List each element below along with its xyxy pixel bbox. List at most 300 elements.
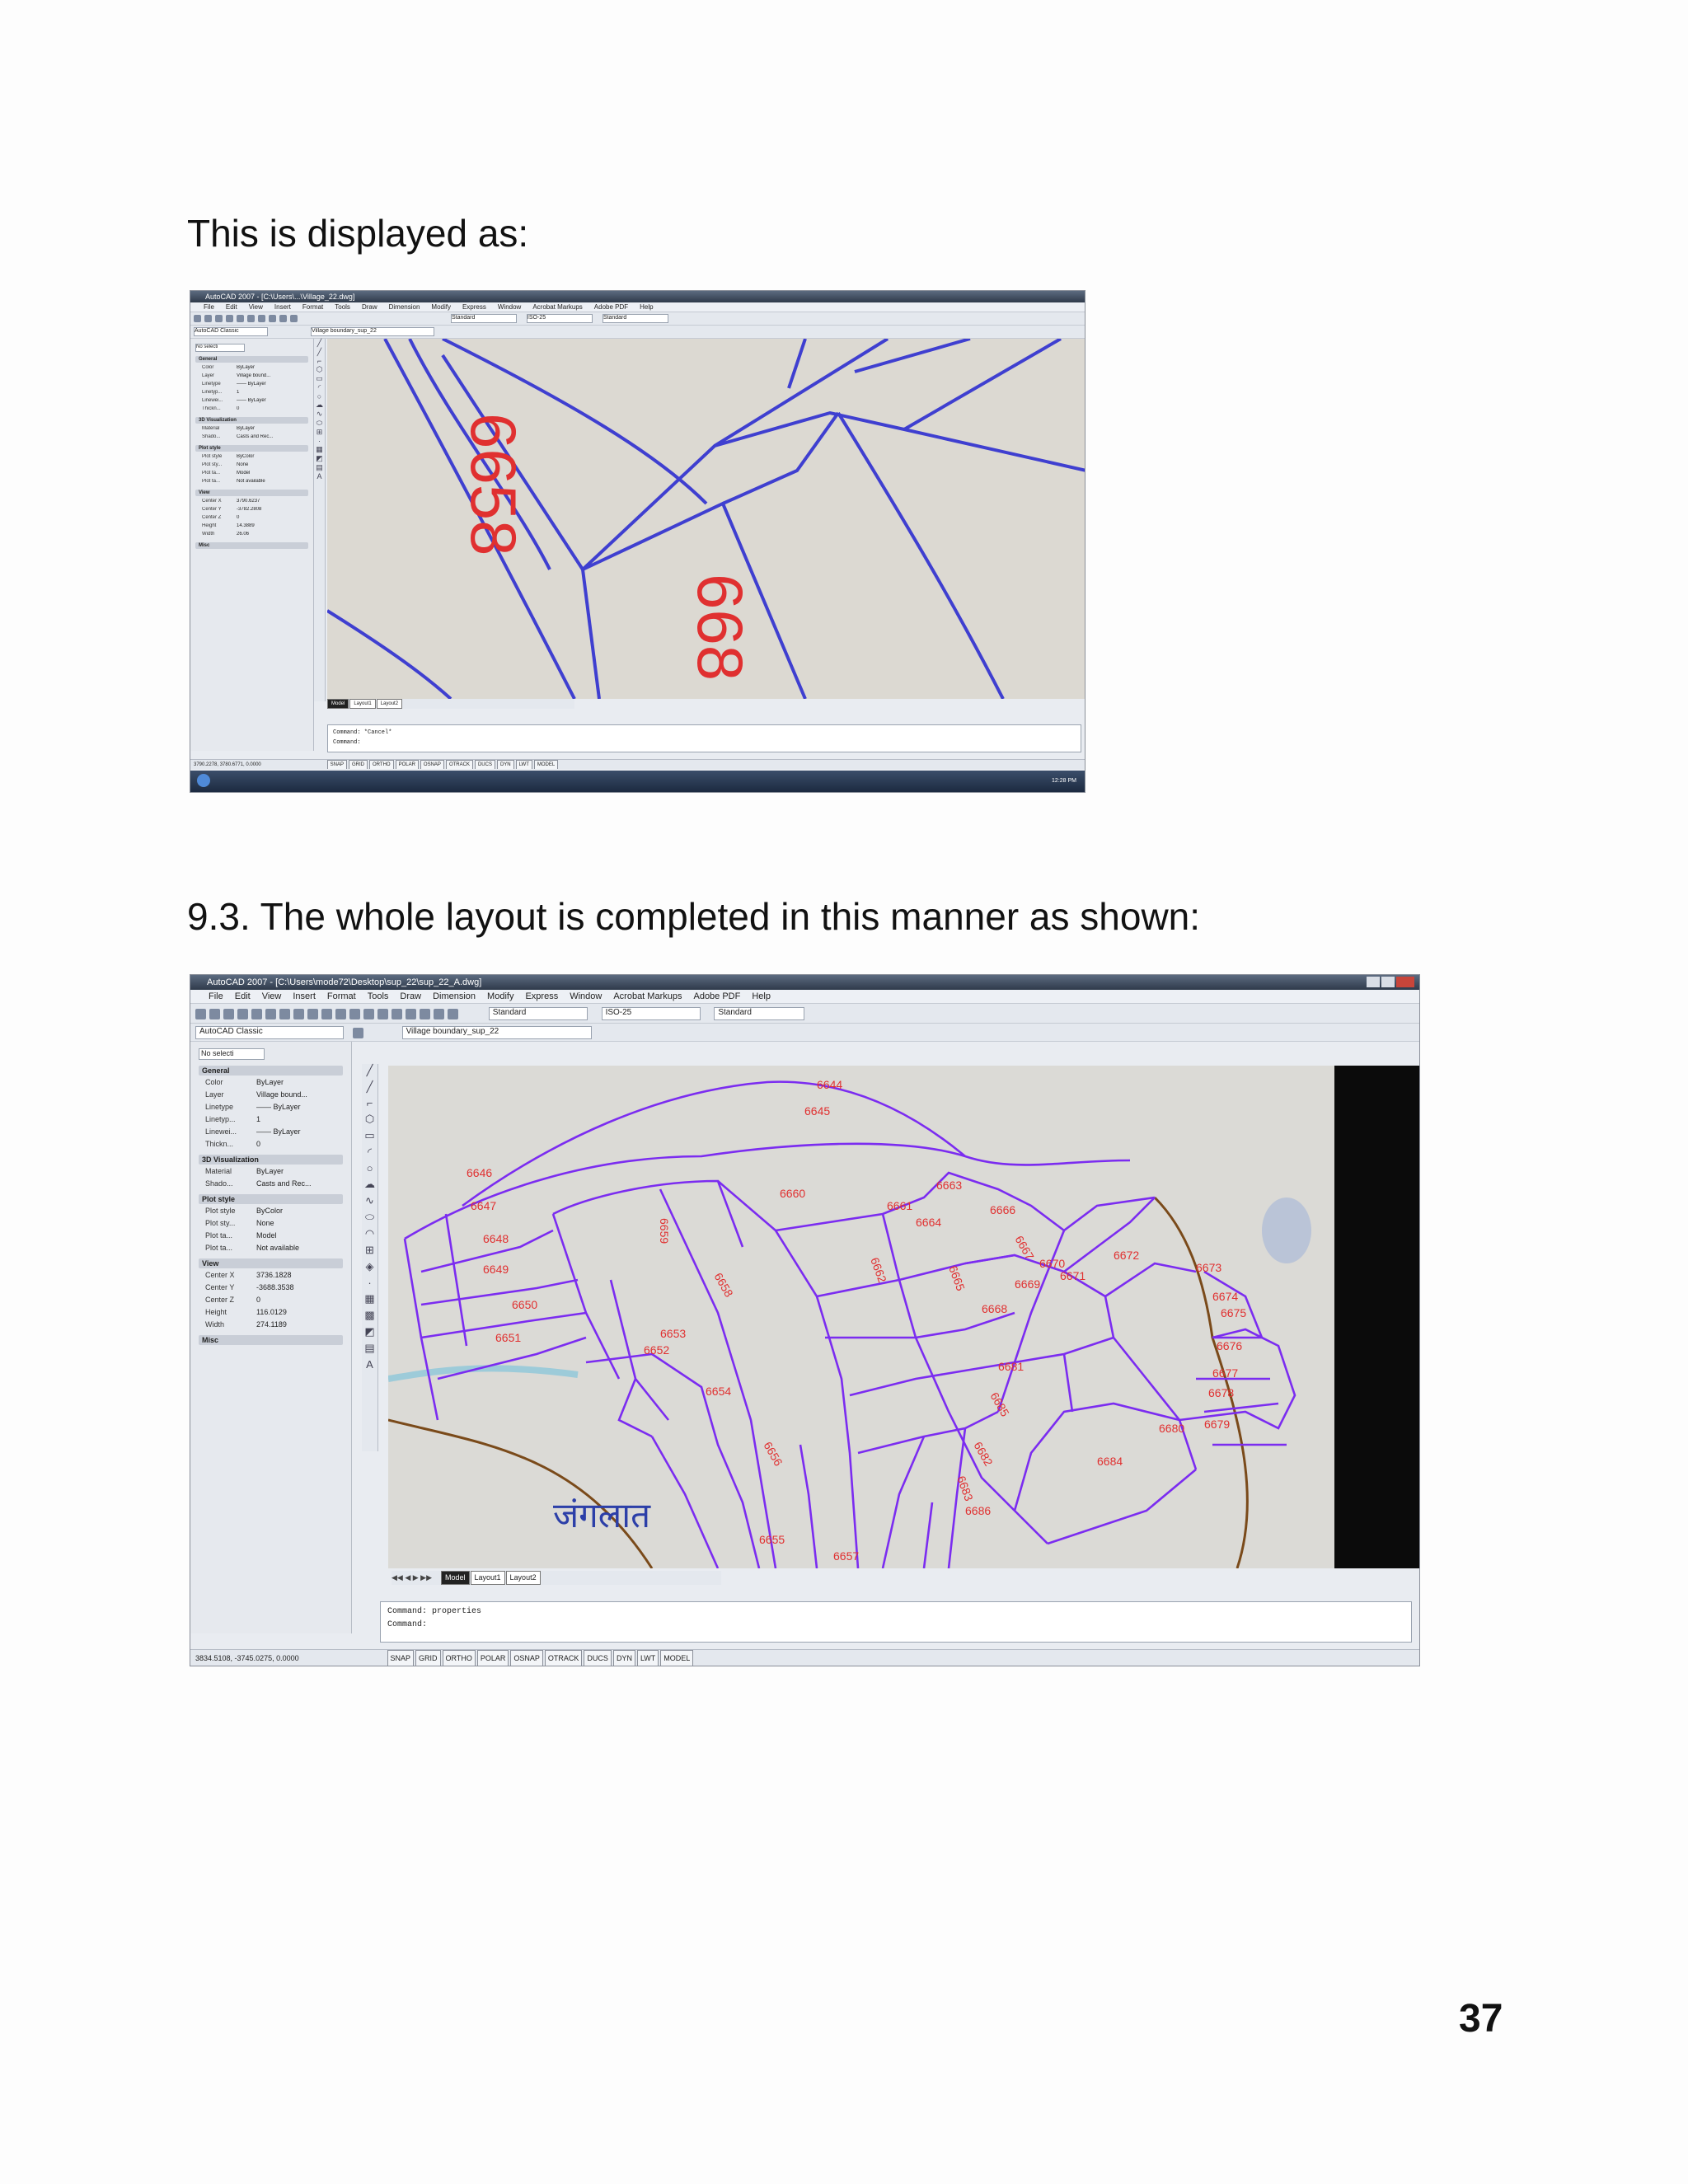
- cut-icon[interactable]: [265, 1009, 276, 1019]
- save-icon[interactable]: [215, 315, 223, 322]
- property-value[interactable]: —— ByLayer: [256, 1103, 301, 1111]
- command-prompt: Command:: [387, 1620, 428, 1629]
- tab-layout1[interactable]: Layout1: [471, 1571, 505, 1585]
- parcel-label-6663: 6663: [936, 1179, 963, 1192]
- standard-toolbar: [190, 312, 1085, 326]
- property-key: Layer: [205, 1090, 224, 1099]
- status-toggle-grid[interactable]: GRID: [415, 1650, 441, 1666]
- property-value[interactable]: Casts and Rec...: [256, 1179, 312, 1188]
- property-row[interactable]: [195, 426, 308, 434]
- parcel-label-6652: 6652: [644, 1343, 670, 1357]
- menu-adobe-pdf[interactable]: Adobe PDF: [693, 991, 741, 1001]
- print-icon[interactable]: [226, 315, 233, 322]
- section-header-3d-visualization[interactable]: 3D Visualization: [199, 1155, 343, 1165]
- property-key: Layer: [202, 373, 215, 378]
- table-style-combo[interactable]: Standard: [714, 1007, 804, 1020]
- property-row[interactable]: [195, 398, 308, 406]
- insert-block-icon[interactable]: ⊞: [316, 428, 323, 436]
- menu-edit[interactable]: Edit: [234, 991, 251, 1001]
- menu-tools[interactable]: Tools: [335, 303, 350, 311]
- property-key: Width: [202, 532, 215, 537]
- menu-modify[interactable]: Modify: [487, 991, 514, 1001]
- polyline-tool-icon[interactable]: ⌐: [316, 357, 322, 365]
- parcel-label-6684: 6684: [1097, 1455, 1123, 1468]
- property-row[interactable]: [195, 479, 308, 487]
- property-row[interactable]: [195, 390, 308, 398]
- section-header-misc[interactable]: Misc: [199, 1335, 343, 1345]
- zoom-previous-icon[interactable]: [392, 1009, 402, 1019]
- menu-tools[interactable]: Tools: [367, 991, 389, 1001]
- status-toggle-dyn[interactable]: DYN: [497, 760, 514, 769]
- property-value[interactable]: 3736.1828: [256, 1271, 292, 1279]
- parcel-label-6646: 6646: [467, 1166, 493, 1179]
- property-row[interactable]: [195, 462, 308, 471]
- table-style-combo[interactable]: Standard: [603, 314, 668, 323]
- property-row[interactable]: [195, 365, 308, 373]
- properties-palette: [190, 339, 314, 751]
- status-toggle-ducs[interactable]: DUCS: [584, 1650, 612, 1666]
- window-title: AutoCAD 2007 - [C:\Users\...\Village_22.dwg]: [190, 291, 1085, 302]
- property-row[interactable]: [199, 1244, 343, 1256]
- property-value[interactable]: 0: [256, 1296, 261, 1304]
- ellipse-tool-icon[interactable]: ⬭: [364, 1211, 375, 1223]
- property-value[interactable]: 0: [237, 406, 240, 411]
- pan-icon[interactable]: [279, 315, 287, 322]
- menu-draw[interactable]: Draw: [361, 303, 377, 311]
- property-value[interactable]: None: [237, 462, 249, 467]
- autocad-screenshot-zoomed: [190, 290, 1085, 793]
- status-toggle-snap[interactable]: SNAP: [387, 1650, 415, 1666]
- draw-toolbar: [314, 339, 326, 701]
- property-value[interactable]: -3688.3538: [256, 1283, 294, 1291]
- menu-dimension[interactable]: Dimension: [388, 303, 420, 311]
- start-button-icon[interactable]: [197, 774, 210, 787]
- help-icon[interactable]: [448, 1009, 458, 1019]
- new-icon[interactable]: [194, 315, 201, 322]
- rectangle-tool-icon[interactable]: ▭: [364, 1129, 375, 1141]
- property-row[interactable]: [199, 1140, 343, 1152]
- section-header-3d-visualization[interactable]: 3D Visualization: [195, 417, 308, 424]
- status-toggle-lwt[interactable]: LWT: [637, 1650, 659, 1666]
- property-row[interactable]: [195, 382, 308, 390]
- parcel-label-6658: 6658: [711, 1270, 736, 1300]
- parcel-label-6672: 6672: [1114, 1249, 1140, 1262]
- menu-express[interactable]: Express: [525, 991, 559, 1001]
- parcel-label-6645: 6645: [804, 1104, 831, 1118]
- parcel-label-6669: 6669: [1015, 1277, 1041, 1291]
- property-key: Center X: [205, 1271, 235, 1279]
- property-row[interactable]: [199, 1127, 343, 1140]
- status-toggle-model[interactable]: MODEL: [534, 760, 558, 769]
- workspace-combo[interactable]: AutoCAD Classic: [194, 327, 268, 336]
- property-value[interactable]: ByLayer: [237, 365, 256, 370]
- section-header-view[interactable]: View: [195, 490, 308, 496]
- parcel-label-6677: 6677: [1212, 1366, 1239, 1380]
- gradient-tool-icon[interactable]: ▩: [364, 1309, 375, 1321]
- layers-toolbar: [190, 326, 1085, 339]
- property-value[interactable]: 116.0129: [256, 1308, 287, 1316]
- coordinates-readout: 3834.5108, -3745.0275, 0.0000: [195, 1654, 299, 1662]
- polyline-tool-icon[interactable]: ⌐: [366, 1097, 373, 1109]
- design-center-icon[interactable]: [420, 1009, 430, 1019]
- menu-acrobat[interactable]: Acrobat Markups: [532, 303, 583, 311]
- property-key: Color: [205, 1078, 223, 1086]
- property-row[interactable]: [195, 373, 308, 382]
- property-value[interactable]: -3782.2808: [237, 507, 262, 512]
- property-key: Center Y: [205, 1283, 235, 1291]
- property-row[interactable]: [199, 1207, 343, 1219]
- property-value[interactable]: None: [256, 1219, 274, 1227]
- xline-tool-icon[interactable]: ╱: [316, 348, 322, 356]
- hatch-tool-icon[interactable]: ▦: [316, 445, 323, 453]
- draw-toolbar: [362, 1064, 378, 1451]
- property-value[interactable]: 0: [256, 1140, 261, 1148]
- status-toggle-lwt[interactable]: LWT: [516, 760, 532, 769]
- command-history-line: Command: *Cancel*: [333, 729, 392, 736]
- parcel-label-6661: 6661: [887, 1199, 913, 1212]
- text-style-combo[interactable]: Standard: [451, 314, 517, 323]
- circle-tool-icon[interactable]: ○: [366, 1162, 373, 1174]
- drawing-canvas-full[interactable]: [388, 1066, 1420, 1568]
- tool-palettes-icon[interactable]: [434, 1009, 444, 1019]
- property-value[interactable]: 274.1189: [256, 1320, 287, 1329]
- circle-tool-icon[interactable]: ○: [316, 392, 322, 401]
- section-header-general[interactable]: General: [195, 356, 308, 363]
- property-value[interactable]: ByLayer: [237, 426, 256, 431]
- property-value[interactable]: 1: [256, 1115, 261, 1123]
- cut-icon[interactable]: [237, 315, 244, 322]
- copy-icon[interactable]: [247, 315, 255, 322]
- parcel-label-6664: 6664: [916, 1216, 942, 1229]
- village-parcel-map: [388, 1066, 1420, 1568]
- parcel-label-6656: 6656: [761, 1439, 785, 1469]
- copy-icon[interactable]: [279, 1009, 290, 1019]
- property-row[interactable]: [199, 1320, 343, 1333]
- make-block-icon[interactable]: ◈: [365, 1260, 374, 1272]
- property-value[interactable]: ByLayer: [256, 1078, 284, 1086]
- menu-window[interactable]: Window: [497, 303, 522, 311]
- menu-format[interactable]: Format: [326, 991, 356, 1001]
- zoom-realtime-icon[interactable]: [363, 1009, 374, 1019]
- property-value[interactable]: Model: [256, 1231, 277, 1240]
- new-icon[interactable]: [195, 1009, 206, 1019]
- property-key: Center Z: [205, 1296, 235, 1304]
- menu-modify[interactable]: Modify: [431, 303, 451, 311]
- status-toggle-dyn[interactable]: DYN: [613, 1650, 635, 1666]
- parcel-label-6658: 6658: [457, 413, 530, 556]
- dim-style-combo[interactable]: ISO-25: [527, 314, 593, 323]
- parcel-label-668: 668: [684, 574, 757, 682]
- property-row[interactable]: [199, 1283, 343, 1296]
- rectangle-tool-icon[interactable]: ▭: [316, 374, 323, 382]
- menu-window[interactable]: Window: [570, 991, 603, 1001]
- property-key: Shado...: [205, 1179, 233, 1188]
- section-header-view[interactable]: View: [199, 1258, 343, 1268]
- property-key: Plot sty...: [205, 1219, 236, 1227]
- property-row[interactable]: [199, 1296, 343, 1308]
- polygon-tool-icon[interactable]: ⬡: [364, 1113, 375, 1125]
- parcel-label-6655: 6655: [759, 1533, 785, 1546]
- parcel-label-6675: 6675: [1221, 1306, 1247, 1319]
- preview-icon[interactable]: [251, 1009, 262, 1019]
- workspace-combo[interactable]: AutoCAD Classic: [195, 1026, 344, 1039]
- menu-bar: [190, 990, 1419, 1004]
- property-row[interactable]: [195, 454, 308, 462]
- minimize-icon[interactable]: [1367, 977, 1380, 987]
- parcel-label-6644: 6644: [817, 1078, 843, 1091]
- redo-icon[interactable]: [335, 1009, 346, 1019]
- viewport-edge: [1334, 1066, 1420, 1568]
- property-key: Center Z: [202, 515, 222, 520]
- tab-layout1[interactable]: Layout1: [349, 699, 375, 709]
- property-row[interactable]: [199, 1167, 343, 1179]
- parcel-label-6657: 6657: [833, 1549, 860, 1563]
- autocad-screenshot-full-layout: [190, 974, 1420, 1666]
- parcel-label-6685: 6685: [987, 1390, 1012, 1419]
- property-row[interactable]: [195, 507, 308, 515]
- status-toggle-otrack[interactable]: OTRACK: [446, 760, 473, 769]
- property-key: Center X: [202, 499, 222, 504]
- table-tool-icon[interactable]: ▤: [364, 1342, 375, 1354]
- close-icon[interactable]: [1396, 977, 1414, 987]
- property-key: Linetyp...: [202, 390, 223, 395]
- property-row[interactable]: [199, 1078, 343, 1090]
- property-row[interactable]: [195, 434, 308, 443]
- status-toggle-polar[interactable]: POLAR: [396, 760, 419, 769]
- menu-file[interactable]: File: [204, 303, 214, 311]
- ellipse-arc-tool-icon[interactable]: ◠: [364, 1227, 375, 1240]
- line-tool-icon[interactable]: ╱: [366, 1064, 373, 1076]
- menu-help[interactable]: Help: [752, 991, 771, 1001]
- zoom-window-icon[interactable]: [377, 1009, 388, 1019]
- property-row[interactable]: [199, 1090, 343, 1103]
- dim-style-combo[interactable]: ISO-25: [602, 1007, 701, 1020]
- paste-icon[interactable]: [293, 1009, 304, 1019]
- parcel-label-6679: 6679: [1204, 1418, 1231, 1431]
- properties-icon[interactable]: [406, 1009, 416, 1019]
- property-key: Linetype: [202, 382, 221, 387]
- property-value[interactable]: 3790.6237: [237, 499, 260, 504]
- text-style-combo[interactable]: Standard: [489, 1007, 588, 1020]
- mtext-tool-icon[interactable]: A: [366, 1358, 373, 1371]
- property-row[interactable]: [199, 1271, 343, 1283]
- tab-layout2[interactable]: Layout2: [506, 1571, 541, 1585]
- status-bar: [190, 1649, 1419, 1666]
- paste-icon[interactable]: [258, 315, 265, 322]
- parcel-label-6683: 6683: [954, 1474, 976, 1503]
- parcel-label-6682: 6682: [971, 1439, 996, 1469]
- open-icon[interactable]: [209, 1009, 220, 1019]
- status-toggle-ortho[interactable]: ORTHO: [443, 1650, 476, 1666]
- menu-view[interactable]: View: [261, 991, 282, 1001]
- tab-model[interactable]: Model: [327, 699, 349, 709]
- property-key: Plot ta...: [205, 1231, 233, 1240]
- property-row[interactable]: [195, 471, 308, 479]
- revcloud-tool-icon[interactable]: ☁: [364, 1178, 375, 1190]
- section-header-misc[interactable]: Misc: [195, 542, 308, 549]
- property-value[interactable]: Village bound...: [237, 373, 271, 378]
- property-key: Plot style: [205, 1207, 236, 1215]
- parcel-label-6660: 6660: [780, 1187, 806, 1200]
- zoom-icon[interactable]: [290, 315, 298, 322]
- property-key: Material: [205, 1167, 232, 1175]
- property-row[interactable]: [195, 523, 308, 532]
- tray-clock: 12:28 PM: [1052, 778, 1076, 784]
- status-toggle-osnap[interactable]: OSNAP: [510, 1650, 543, 1666]
- point-tool-icon[interactable]: ·: [318, 437, 321, 445]
- property-value[interactable]: ByLayer: [256, 1167, 284, 1175]
- property-value[interactable]: 1: [237, 390, 240, 395]
- property-value[interactable]: ByColor: [256, 1207, 284, 1215]
- command-window[interactable]: [327, 724, 1081, 752]
- property-value[interactable]: —— ByLayer: [256, 1127, 301, 1136]
- property-key: Thickn...: [205, 1140, 234, 1148]
- matchprop-icon[interactable]: [307, 1009, 318, 1019]
- status-toggle-ducs[interactable]: DUCS: [475, 760, 495, 769]
- region-tool-icon[interactable]: ◩: [316, 454, 323, 462]
- property-key: Plot ta...: [205, 1244, 233, 1252]
- selection-combo[interactable]: No selecti: [195, 344, 245, 352]
- property-row[interactable]: [199, 1115, 343, 1127]
- section-header-plot-style[interactable]: Plot style: [199, 1194, 343, 1204]
- undo-icon[interactable]: [321, 1009, 332, 1019]
- revcloud-tool-icon[interactable]: ☁: [316, 401, 323, 409]
- menu-draw[interactable]: Draw: [400, 991, 422, 1001]
- parcel-label-6681: 6681: [998, 1360, 1025, 1373]
- command-window[interactable]: [380, 1601, 1412, 1643]
- property-row[interactable]: [199, 1179, 343, 1192]
- window-title: AutoCAD 2007 - [C:\Users\mode72\Desktop\sup_22\sup_22_A.dwg]: [190, 975, 1419, 990]
- property-key: Center Y: [202, 507, 222, 512]
- spline-tool-icon[interactable]: ∿: [316, 410, 323, 418]
- xline-tool-icon[interactable]: ╱: [366, 1080, 373, 1093]
- menu-acrobat[interactable]: Acrobat Markups: [613, 991, 682, 1001]
- property-value[interactable]: 14.3889: [237, 523, 255, 528]
- insert-block-icon[interactable]: ⊞: [365, 1244, 374, 1256]
- property-value[interactable]: Casts and Rec...: [237, 434, 274, 439]
- layer-combo[interactable]: Village boundary_sup_22: [402, 1026, 592, 1039]
- parcel-label-6674: 6674: [1212, 1290, 1239, 1303]
- maximize-icon[interactable]: [1381, 977, 1395, 987]
- selection-combo[interactable]: No selecti: [199, 1048, 265, 1060]
- region-tool-icon[interactable]: ◩: [364, 1325, 375, 1338]
- property-value[interactable]: 26.06: [237, 532, 250, 537]
- property-row[interactable]: [199, 1219, 343, 1231]
- parcel-label-6653: 6653: [660, 1327, 687, 1340]
- arc-tool-icon[interactable]: ◜: [317, 383, 321, 391]
- page-number: 37: [1459, 1997, 1503, 2041]
- property-key: Plot ta...: [202, 479, 221, 484]
- caption-displayed-as: This is displayed as:: [187, 212, 529, 255]
- menu-adobe-pdf[interactable]: Adobe PDF: [593, 303, 629, 311]
- parcel-label-6662: 6662: [868, 1255, 889, 1285]
- property-value[interactable]: Not available: [237, 479, 265, 484]
- section-header-plot-style[interactable]: Plot style: [195, 445, 308, 452]
- status-toggle-ortho[interactable]: ORTHO: [369, 760, 394, 769]
- parcel-label-6659: 6659: [658, 1218, 671, 1244]
- menu-edit[interactable]: Edit: [225, 303, 237, 311]
- property-value[interactable]: Not available: [256, 1244, 300, 1252]
- layer-combo[interactable]: Village boundary_sup_22: [311, 327, 434, 336]
- menu-insert[interactable]: Insert: [274, 303, 291, 311]
- property-row[interactable]: [195, 406, 308, 415]
- layers-toolbar: [190, 1024, 1419, 1042]
- property-value[interactable]: —— ByLayer: [237, 382, 266, 387]
- property-key: Linetyp...: [205, 1115, 236, 1123]
- polygon-tool-icon[interactable]: ⬡: [316, 365, 323, 373]
- tab-nav-arrows-icon[interactable]: ◀◀ ◀ ▶ ▶▶: [392, 1573, 433, 1582]
- property-value[interactable]: Model: [237, 471, 251, 476]
- property-value[interactable]: —— ByLayer: [237, 398, 266, 403]
- forest-label: जंगलात: [553, 1495, 651, 1535]
- property-row[interactable]: [199, 1231, 343, 1244]
- menu-dimension[interactable]: Dimension: [433, 991, 476, 1001]
- ellipse-tool-icon[interactable]: ⬭: [316, 419, 323, 427]
- property-row[interactable]: [195, 515, 308, 523]
- property-key: Plot sty...: [202, 462, 223, 467]
- menu-insert[interactable]: Insert: [293, 991, 316, 1001]
- property-value[interactable]: 0: [237, 515, 240, 520]
- line-tool-icon[interactable]: ╱: [316, 339, 322, 347]
- status-toggle-osnap[interactable]: OSNAP: [420, 760, 444, 769]
- status-toggle-polar[interactable]: POLAR: [477, 1650, 509, 1666]
- command-history-line: Command: properties: [387, 1607, 482, 1616]
- table-tool-icon[interactable]: ▤: [316, 463, 323, 471]
- status-toggle-snap[interactable]: SNAP: [327, 760, 347, 769]
- property-row[interactable]: [199, 1103, 343, 1115]
- spline-tool-icon[interactable]: ∿: [365, 1194, 374, 1207]
- property-key: Height: [205, 1308, 227, 1316]
- tab-layout2[interactable]: Layout2: [377, 699, 402, 709]
- property-value[interactable]: ByColor: [237, 454, 255, 459]
- menu-format[interactable]: Format: [302, 303, 324, 311]
- parcel-label-6668: 6668: [982, 1302, 1008, 1315]
- tab-model[interactable]: Model: [441, 1571, 470, 1585]
- property-key: Thickn...: [202, 406, 221, 411]
- save-icon[interactable]: [223, 1009, 234, 1019]
- property-value[interactable]: Village bound...: [256, 1090, 307, 1099]
- hatch-tool-icon[interactable]: ▦: [364, 1292, 375, 1305]
- undo-icon[interactable]: [269, 315, 276, 322]
- status-toggle-otrack[interactable]: OTRACK: [545, 1650, 583, 1666]
- menu-view[interactable]: View: [248, 303, 263, 311]
- open-icon[interactable]: [204, 315, 212, 322]
- mtext-tool-icon[interactable]: A: [316, 472, 322, 480]
- print-icon[interactable]: [237, 1009, 248, 1019]
- section-header-general[interactable]: General: [199, 1066, 343, 1076]
- caption-layout-completed: 9.3. The whole layout is completed in this manner as shown:: [187, 895, 1201, 938]
- property-key: Linewei...: [202, 398, 223, 403]
- drawing-canvas-zoomed[interactable]: [327, 339, 1085, 699]
- command-prompt: Command:: [333, 739, 361, 746]
- layer-manager-icon[interactable]: [353, 1028, 363, 1038]
- menu-bar: [190, 302, 1085, 312]
- properties-sections: [199, 1066, 343, 1345]
- property-row[interactable]: [199, 1308, 343, 1320]
- property-row[interactable]: [195, 499, 308, 507]
- arc-tool-icon[interactable]: ◜: [367, 1146, 373, 1158]
- property-row[interactable]: [195, 532, 308, 540]
- property-key: Material: [202, 426, 220, 431]
- parcel-label-6667: 6667: [1012, 1233, 1037, 1263]
- menu-file[interactable]: File: [209, 991, 223, 1001]
- status-toggle-grid[interactable]: GRID: [349, 760, 368, 769]
- menu-express[interactable]: Express: [462, 303, 486, 311]
- pan-icon[interactable]: [349, 1009, 360, 1019]
- point-tool-icon[interactable]: ·: [368, 1277, 372, 1289]
- menu-help[interactable]: Help: [640, 303, 654, 311]
- status-toggle-model[interactable]: MODEL: [660, 1650, 693, 1666]
